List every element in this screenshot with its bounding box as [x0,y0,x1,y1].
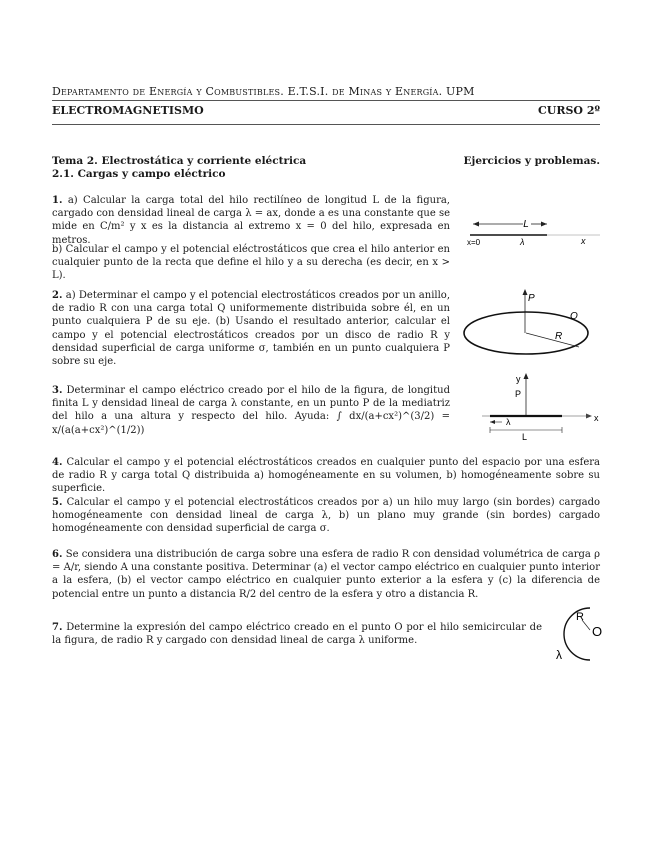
exercise-2 [52,289,450,368]
fig3-yaxis-label: y [516,374,521,384]
figure-7-semicircle [552,604,612,664]
header-divider-bottom [52,124,600,125]
fig3-point-label: P [515,389,522,399]
topic-right: Ejercicios y problemas. [463,155,600,167]
topic-title: Tema 2. Electrostática y corriente eléctrica [52,155,307,167]
fig1-lambda-label: λ [520,237,525,247]
exercise-3 [52,384,450,437]
exercise-text: Calcular el campo y el potencial eléctrostáticos creados en cualquier punto del espacio por una esfera de radio R y carga total Q distribuida a) homogéneamente en su volumen, b) homogéneamente sobre su superficie. [52,457,600,495]
exercise-number: 4. [52,457,63,468]
exercise-text: Determine la expresión del campo eléctrico creado en el punto O por el hilo semicircular de la figura, de radio R y cargado con densidad lineal de carga λ uniforme. [52,622,542,647]
fig1-length-label: L [523,219,529,230]
figure-3-finite-wire [478,370,598,442]
fig3-xaxis-label: x [594,413,599,423]
fig3-length-label: L [522,432,528,442]
figure-1-wire [455,212,605,250]
figure-2-ring [455,285,600,370]
exercise-7 [52,621,542,647]
fig7-lambda-label: λ [556,648,562,662]
exercise-text: Calcular el campo y el potencial electrostáticos creados por a) un hilo muy largo (sin bordes) cargado homogéneamente con densidad lineal de carga λ, b) un plano muy grande (sin bordes) cargado homogéneamente con densidad superficial de carga σ. [52,497,601,535]
course-title: ELECTROMAGNETISMO [52,104,204,117]
fig3-lambda-label: λ [506,417,511,427]
exercise-text: a) Determinar el campo y el potencial electrostáticos creados por un anillo, de radio R con una carga total Q uniformemente distribuida sobre él, en un punto cualquiera P de su eje. (b) Usando el resultado anterior, calcular el campo y el potencial electrostáticos creados por un disco de radio R y densidad superficial de carga uniforme σ, también en un punto cualquiera P sobre su eje. [52,290,450,368]
fig2-point-label: P [528,293,535,304]
exercise-1b [52,243,450,283]
topic-subtitle: 2.1. Cargas y campo eléctrico [52,168,226,180]
exercise-number: 2. [52,290,63,301]
fig1-axis-label: x [581,236,586,246]
topic-row [52,155,600,167]
fig1-origin-label: x=0 [467,238,481,247]
exercise-number: 3. [52,385,63,396]
course-year: CURSO 2º [538,104,600,117]
exercise-text: a) Calcular la carga total del hilo rectilíneo de longitud L de la figura, cargado con densidad lineal de carga λ = ax, donde a es una constante que se mide en C/m² y x es la distancia al extremo x = 0 del hilo, expresada en metros. [52,195,450,246]
exercise-text: Determinar el campo eléctrico creado por el hilo de la figura, de longitud finita L y densidad lineal de carga λ constante, en un punto P de la mediatriz del hilo a una altura y respecto del hilo. Ayuda: ∫ dx/(a+cx²)^(3/2) = x/(a(a+cx²)^(1/2)) [52,385,450,436]
exercise-number: 6. [52,549,63,560]
exercise-number: 7. [52,622,63,633]
exercise-6 [52,548,600,601]
header-department: Departamento de Energía y Combustibles. E.T.S.I. de Minas y Energía. UPM [52,85,475,98]
exercise-4 [52,456,600,496]
fig7-center-label: O [592,624,603,639]
fig2-radius-label: R [555,331,563,342]
exercise-text: Se considera una distribución de carga sobre una esfera de radio R con densidad volumétrica de carga ρ = A/r, siendo A una constante positiva. Determinar (a) el vector campo eléctrico en cualquier punto interior a la esfera, (b) el vector campo eléctrico en cualquier punto exterior a la esfera y (c) la diferencia de potencial entre un punto a distancia R/2 del centro de la esfera y otro a distancia R. [52,549,601,600]
fig2-center-label: O [570,311,578,322]
fig7-radius-label: R [576,611,584,623]
exercise-5 [52,496,600,536]
exercise-text: b) Calcular el campo y el potencial eléctrostáticos que crea el hilo anterior en cualquier punto de la recta que define el hilo y a su derecha (es decir, en x > L). [52,244,450,282]
header-divider-top [52,100,600,101]
header-row [52,104,600,117]
exercise-1a [52,194,450,247]
exercise-number: 1. [52,195,63,206]
exercise-number: 5. [52,497,63,508]
